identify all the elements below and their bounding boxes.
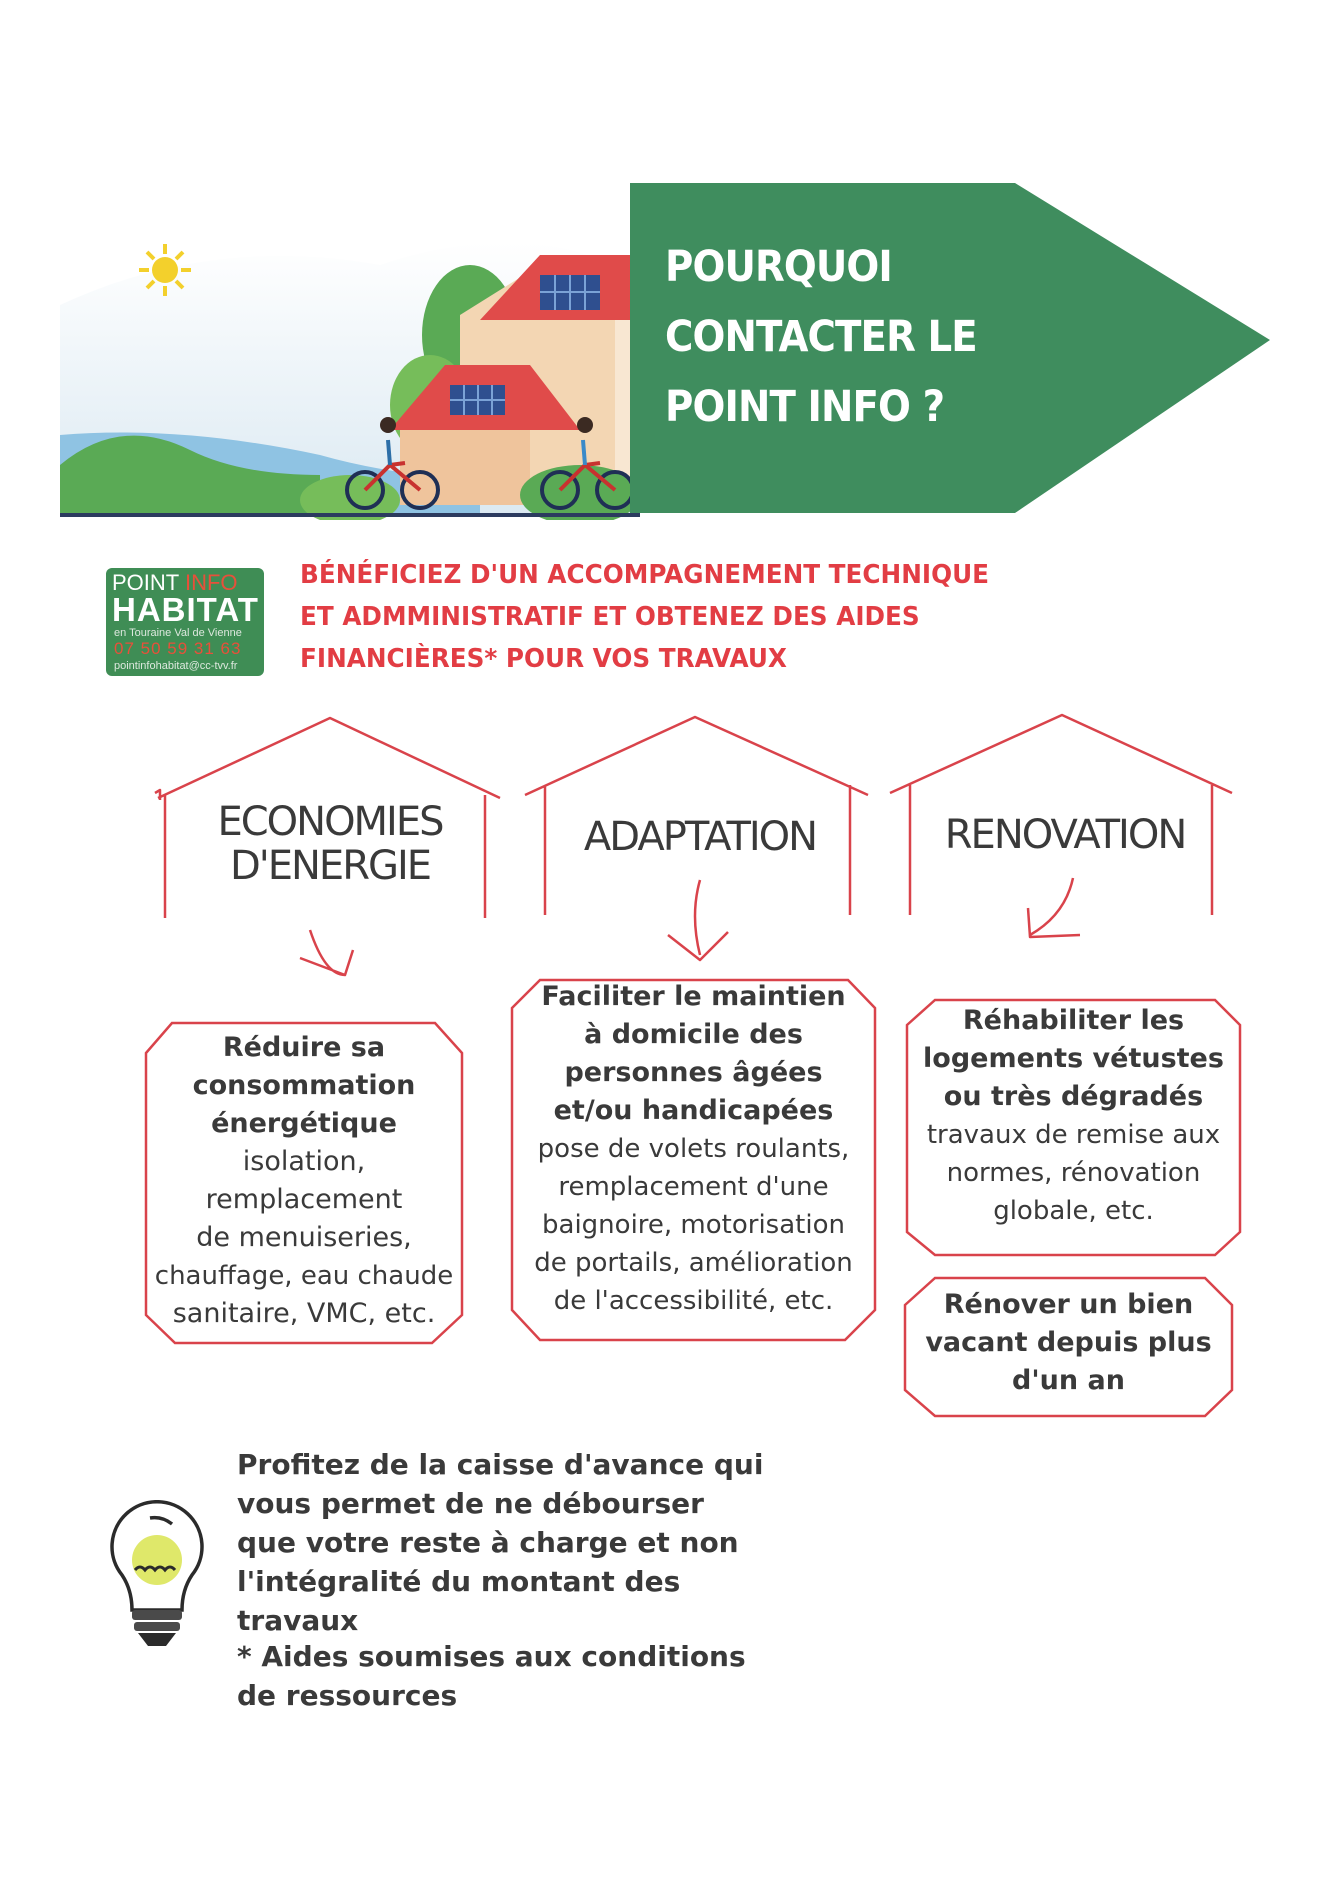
box-line: de menuiseries, (196, 1222, 412, 1253)
box-line: de portails, amélioration (534, 1248, 853, 1278)
box-bold-line: ou très dégradés (943, 1081, 1204, 1112)
logo-subtitle: en Touraine Val de Vienne (114, 627, 242, 639)
category-title-renovation (915, 813, 1215, 857)
box-line: baignoire, motorisation (542, 1210, 845, 1240)
box-bold-line: d'un an (1012, 1365, 1125, 1396)
lightbulb-icon (100, 1500, 215, 1655)
category-title-line: ADAPTATION (583, 814, 817, 860)
box-bold-line: à domicile des (584, 1019, 803, 1050)
box-bold-line: Réhabiliter les (962, 1005, 1185, 1036)
banner-title-line: POINT INFO ? (665, 382, 945, 432)
note-line: * Aides soumises aux conditions (237, 1640, 746, 1673)
logo-point: POINT (112, 570, 179, 595)
box-line: remplacement (205, 1184, 403, 1215)
footnote (237, 1637, 797, 1715)
box-bold-line: et/ou handicapées (553, 1095, 834, 1126)
logo-info: INFO (184, 570, 238, 595)
box-adaptation (512, 980, 875, 1340)
category-title-adaptation (550, 815, 850, 859)
banner-title-line: CONTACTER LE (665, 312, 977, 362)
box-renovation (907, 1000, 1240, 1255)
intro-line: BÉNÉFICIEZ D'UN ACCOMPAGNEMENT TECHNIQUE (300, 560, 990, 590)
box-line: travaux de remise aux (926, 1120, 1221, 1150)
box-bold-line: Rénover un bien (943, 1289, 1194, 1320)
box-line: de l'accessibilité, etc. (553, 1286, 834, 1316)
category-title-line: RENOVATION (944, 812, 1186, 858)
box-line: chauffage, eau chaude (154, 1261, 454, 1291)
tip-line: l'intégralité du montant des travaux (237, 1565, 681, 1637)
box-bold-line: logements vétustes (923, 1043, 1224, 1074)
category-title-line: D'ENERGIE (229, 843, 431, 889)
box-energie (146, 1023, 462, 1343)
box-bold-line: Réduire sa (222, 1032, 386, 1063)
box-line: globale, etc. (993, 1196, 1154, 1226)
note-line: de ressources (237, 1679, 458, 1712)
tip-line: que votre reste à charge et non (237, 1526, 739, 1559)
banner-title-line: POURQUOI (665, 242, 892, 292)
category-title-energie (180, 800, 480, 888)
intro-line: FINANCIÈRES* POUR VOS TRAVAUX (300, 644, 787, 674)
down-arrow-icon (668, 880, 728, 960)
box-line: isolation, (242, 1146, 366, 1177)
box-bold-line: Faciliter le maintien (541, 981, 846, 1012)
box-bold-line: personnes âgées (564, 1057, 823, 1088)
logo-habitat: HABITAT (112, 591, 259, 628)
box-line: normes, rénovation (946, 1158, 1201, 1188)
advance-fund-text (237, 1445, 797, 1640)
box-line: pose de volets roulants, (537, 1134, 850, 1164)
box-bold-line: vacant depuis plus (925, 1327, 1212, 1358)
box-vacant (905, 1278, 1232, 1416)
tip-line: vous permet de ne débourser (237, 1487, 704, 1520)
box-bold-line: énergétique (211, 1108, 397, 1139)
box-line: sanitaire, VMC, etc. (172, 1298, 436, 1329)
logo-phone: 07 50 59 31 63 (114, 639, 242, 658)
box-line: remplacement d'une (558, 1172, 829, 1202)
down-arrow-icon (1028, 878, 1080, 937)
logo-email: pointinfohabitat@cc-tvv.fr (114, 660, 238, 672)
tip-line: Profitez de la caisse d'avance qui (237, 1448, 764, 1481)
box-bold-line: consommation (192, 1070, 416, 1101)
category-title-line: ECONOMIES (217, 799, 443, 845)
down-arrow-icon (300, 930, 353, 975)
intro-line: ET ADMMINISTRATIF ET OBTENEZ DES AIDES (300, 602, 920, 632)
